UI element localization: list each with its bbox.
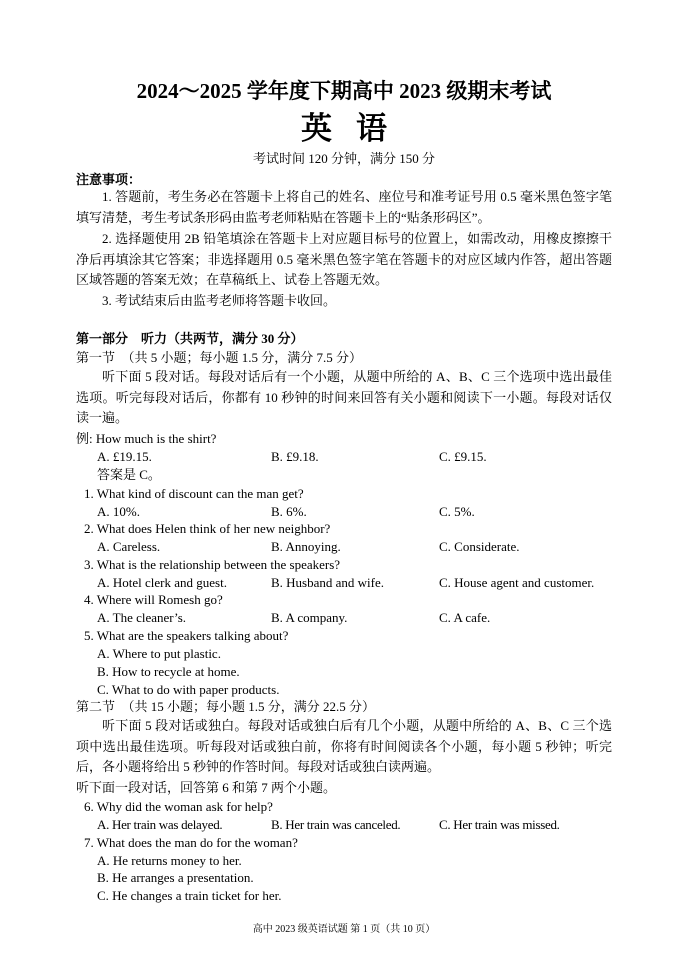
example-option-c: C. £9.15. xyxy=(439,449,487,464)
q1-option-c: C. 5%. xyxy=(439,504,475,519)
q1-option-a: A. 10%. xyxy=(97,504,140,519)
question-4: 4. Where will Romesh go? xyxy=(84,592,223,607)
part1-heading: 第一部分 听力（共两节，满分 30 分） xyxy=(76,331,304,346)
q6-option-c: C. Her train was missed. xyxy=(439,817,560,832)
q4-option-b: B. A company. xyxy=(271,610,348,625)
notice-heading: 注意事项： xyxy=(76,172,142,187)
question-6: 6. Why did the woman ask for help? xyxy=(84,799,273,814)
question-3: 3. What is the relationship between the speakers? xyxy=(84,557,341,572)
q1-option-b: B. 6%. xyxy=(271,504,307,519)
question-1: 1. What kind of discount can the man get? xyxy=(84,486,304,501)
q6-option-a: A. Her train was delayed. xyxy=(97,817,223,832)
q5-option-a: A. Where to put plastic. xyxy=(97,646,221,661)
subject-title: 英语 xyxy=(301,111,411,146)
example-option-b: B. £9.18. xyxy=(271,449,319,464)
page-footer: 高中 2023 级英语试题 第 1 页（共 10 页） xyxy=(252,924,436,935)
question-5: 5. What are the speakers talking about? xyxy=(84,628,289,643)
q5-option-c: C. What to do with paper products. xyxy=(97,682,280,697)
section1-instructions: 听下面 5 段对话。每段对话后有一个小题，从题中所给的 A、B、C 三个选项中选出最佳选项。听完每段对话后，你都有 10 秒钟的时间来回答有关小题和阅读下一小题。每段对话仅读一遍。 xyxy=(76,369,612,425)
q3-option-b: B. Husband and wife. xyxy=(271,575,385,590)
question-7: 7. What does the man do for the woman? xyxy=(84,835,298,850)
example-question: 例: How much is the shirt? xyxy=(76,431,217,446)
q4-option-c: C. A cafe. xyxy=(439,610,491,625)
example-option-a: A. £19.15. xyxy=(97,449,152,464)
exam-title: 2024～2025 学年度下期高中 2023 级期末考试 xyxy=(136,79,552,103)
q2-option-b: B. Annoying. xyxy=(271,539,341,554)
q3-option-c: C. House agent and customer. xyxy=(439,575,595,590)
notice-item-2: 2. 选择题使用 2B 铅笔填涂在答题卡上对应题目标号的位置上，如需改动，用橡皮擦擦干净后再填涂其它答案；非选择题用 0.5 毫米黑色签字笔在答题卡的对应区域内作答，超出答题区域答题的答案无效；在草稿纸上、试卷上答题无效。 xyxy=(76,231,612,287)
q5-option-b: B. How to recycle at home. xyxy=(97,664,240,679)
exam-time-note: 考试时间 120 分钟，满分 150 分 xyxy=(252,151,435,166)
q7-option-a: A. He returns money to her. xyxy=(97,853,242,868)
section2-instructions: 听下面 5 段对话或独白。每段对话或独白后有几个小题，从题中所给的 A、B、C 三个选项中选出最佳选项。听每段对话或独白前，你将有时间阅读各个小题，每小题 5 秒钟；听完后，各小题将给出 5 秒钟的作答时间。每段对话或独白读两遍。 xyxy=(76,718,612,774)
section2-lead: 听下面一段对话，回答第 6 和第 7 两个小题。 xyxy=(76,780,337,795)
q3-option-a: A. Hotel clerk and guest. xyxy=(97,575,227,590)
notice-item-3: 3. 考试结束后由监考老师将答题卡收回。 xyxy=(102,293,337,308)
section2-heading: 第二节 （共 15 小题；每小题 1.5 分，满分 22.5 分） xyxy=(76,699,376,714)
q4-option-a: A. The cleaner’s. xyxy=(97,610,187,625)
q6-option-b: B. Her train was canceled. xyxy=(271,817,401,832)
q2-option-a: A. Careless. xyxy=(97,539,161,554)
notice-item-1: 1. 答题前，考生务必在答题卡上将自己的姓名、座位号和准考证号用 0.5 毫米黑色签字笔填写清楚，考生考试条形码由监考老师粘贴在答题卡上的“贴条形码区”。 xyxy=(76,189,612,225)
q7-option-b: B. He arranges a presentation. xyxy=(97,870,254,885)
example-answer: 答案是 C。 xyxy=(97,467,161,482)
q7-option-c: C. He changes a train ticket for her. xyxy=(97,888,282,903)
q2-option-c: C. Considerate. xyxy=(439,539,520,554)
question-2: 2. What does Helen think of her new neighbor? xyxy=(84,521,331,536)
section1-heading: 第一节 （共 5 小题；每小题 1.5 分，满分 7.5 分） xyxy=(76,350,363,365)
